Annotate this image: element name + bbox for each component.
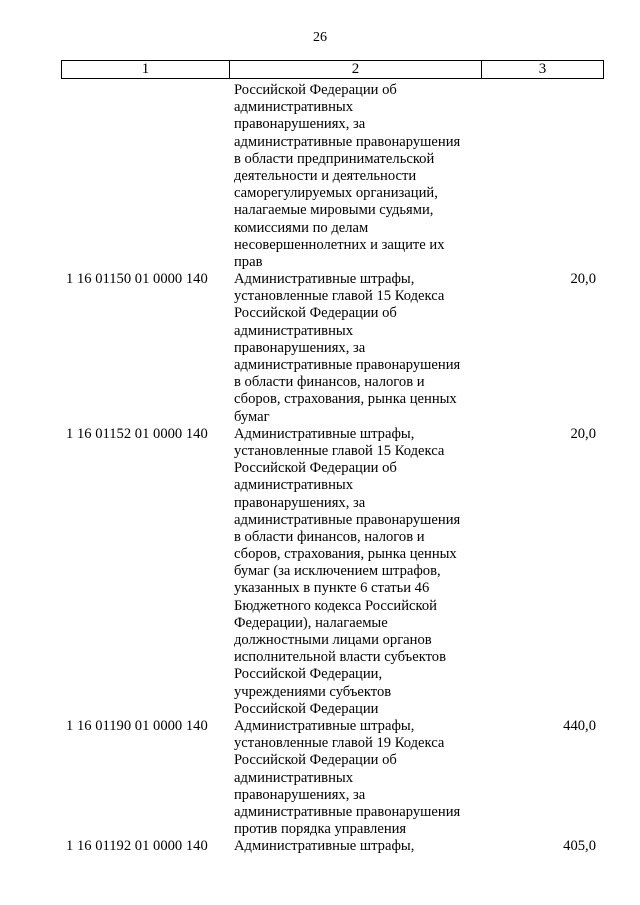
- revenue-description: несовершеннолетних и защите их: [234, 236, 445, 253]
- table-row: [0, 546, 640, 563]
- revenue-description: комиссиями по делам: [234, 219, 369, 236]
- revenue-description: сборов, страхования, рынка ценных: [234, 546, 457, 563]
- revenue-description: учреждениями субъектов: [234, 683, 392, 700]
- table-row: [0, 718, 640, 735]
- table-row: [0, 495, 640, 512]
- revenue-description: Бюджетного кодекса Российской: [234, 597, 437, 614]
- revenue-description: Российской Федерации об: [234, 305, 397, 322]
- revenue-description: Российской Федерации об: [234, 82, 397, 98]
- column-header-row: [62, 61, 604, 79]
- revenue-description: административные правонарушения: [234, 357, 461, 373]
- revenue-description: в области финансов, налогов и: [234, 374, 425, 391]
- revenue-description: правонарушениях, за: [234, 786, 366, 803]
- table-row: [0, 787, 640, 804]
- table-row: [0, 288, 640, 305]
- table-row: [0, 116, 640, 133]
- table-row: [0, 254, 640, 271]
- revenue-description: административные правонарушения: [234, 133, 461, 150]
- table-row: [0, 598, 640, 615]
- table-row: [0, 770, 640, 787]
- table-row: [0, 477, 640, 494]
- revenue-description: установленные главой 15 Кодекса: [234, 442, 445, 459]
- revenue-code: 1 16 01152 01 0000 140: [66, 425, 208, 442]
- revenue-description: Российской Федерации: [234, 700, 379, 717]
- table-row: [0, 357, 640, 374]
- table-body: [0, 82, 640, 855]
- table-row: [0, 821, 640, 838]
- revenue-description: Российской Федерации об: [234, 752, 397, 769]
- revenue-description: Административные штрафы,: [234, 425, 415, 442]
- amount-value: 20,0: [570, 271, 596, 288]
- revenue-description: Административные штрафы,: [234, 838, 415, 855]
- revenue-description: административных: [234, 477, 353, 494]
- revenue-description: исполнительной власти субъектов: [234, 649, 446, 666]
- table-row: [0, 684, 640, 701]
- table-row: [0, 512, 640, 529]
- revenue-description: установленные главой 15 Кодекса: [234, 288, 445, 305]
- revenue-description: в области финансов, налогов и: [234, 528, 425, 545]
- revenue-code: 1 16 01150 01 0000 140: [66, 271, 208, 288]
- revenue-description: должностными лицами органов: [234, 632, 432, 648]
- amount-value: 405,0: [563, 838, 596, 855]
- table-row: [0, 838, 640, 855]
- amount-value: 440,0: [563, 717, 596, 734]
- revenue-description: сборов, страхования, рынка ценных: [234, 391, 457, 408]
- revenue-description: Российской Федерации об: [234, 460, 397, 477]
- revenue-code: 1 16 01190 01 0000 140: [66, 717, 208, 734]
- table-row: [0, 99, 640, 116]
- revenue-description: правонарушениях, за: [234, 339, 366, 356]
- table-row: [0, 632, 640, 649]
- revenue-description: Административные штрафы,: [234, 717, 415, 734]
- revenue-description: административных: [234, 769, 353, 786]
- table-row: [0, 82, 640, 99]
- table-row: [0, 391, 640, 408]
- table-row: [0, 220, 640, 237]
- revenue-description: прав: [234, 253, 263, 270]
- table-row: [0, 426, 640, 443]
- table-row: [0, 134, 640, 151]
- table-row: [0, 615, 640, 632]
- column-header-1: 1: [62, 61, 230, 79]
- table-row: [0, 237, 640, 254]
- table-row: [0, 649, 640, 666]
- table-row: [0, 701, 640, 718]
- revenue-description: административных: [234, 322, 353, 339]
- table-row: [0, 323, 640, 340]
- table-row: [0, 185, 640, 202]
- revenue-description: указанных в пункте 6 статьи 46: [234, 580, 430, 597]
- table-row: [0, 563, 640, 580]
- revenue-description: Федерации), налагаемые: [234, 614, 388, 631]
- page-number: 26: [313, 30, 327, 45]
- table-row: [0, 168, 640, 185]
- revenue-description: административные правонарушения: [234, 803, 461, 820]
- amount-value: 20,0: [570, 425, 596, 442]
- table-row: [0, 271, 640, 288]
- column-header-table: [61, 60, 604, 79]
- table-row: [0, 752, 640, 769]
- revenue-description: Административные штрафы,: [234, 271, 415, 288]
- table-row: [0, 580, 640, 597]
- revenue-description: саморегулируемых организаций,: [234, 185, 438, 202]
- table-row: [0, 443, 640, 460]
- revenue-description: деятельности и деятельности: [234, 167, 417, 184]
- table-row: [0, 804, 640, 821]
- table-row: [0, 340, 640, 357]
- revenue-description: бумаг: [234, 408, 270, 425]
- revenue-description: Российской Федерации,: [234, 666, 383, 683]
- revenue-description: налагаемые мировыми судьями,: [234, 202, 434, 219]
- revenue-description: в области предпринимательской: [234, 150, 435, 167]
- column-header-3: 3: [482, 61, 604, 79]
- table-row: [0, 529, 640, 546]
- table-row: [0, 460, 640, 477]
- table-row: [0, 151, 640, 168]
- table-row: [0, 666, 640, 683]
- table-row: [0, 409, 640, 426]
- column-header-2: 2: [230, 61, 482, 79]
- revenue-description: правонарушениях, за: [234, 494, 366, 511]
- revenue-description: административные правонарушения: [234, 511, 461, 528]
- table-row: [0, 202, 640, 219]
- revenue-description: бумаг (за исключением штрафов,: [234, 563, 441, 580]
- revenue-code: 1 16 01192 01 0000 140: [66, 838, 208, 855]
- table-row: [0, 305, 640, 322]
- revenue-description: правонарушениях, за: [234, 116, 366, 133]
- revenue-description: административных: [234, 99, 353, 116]
- revenue-description: установленные главой 19 Кодекса: [234, 735, 445, 752]
- table-row: [0, 374, 640, 391]
- table-row: [0, 735, 640, 752]
- revenue-description: против порядка управления: [234, 821, 407, 838]
